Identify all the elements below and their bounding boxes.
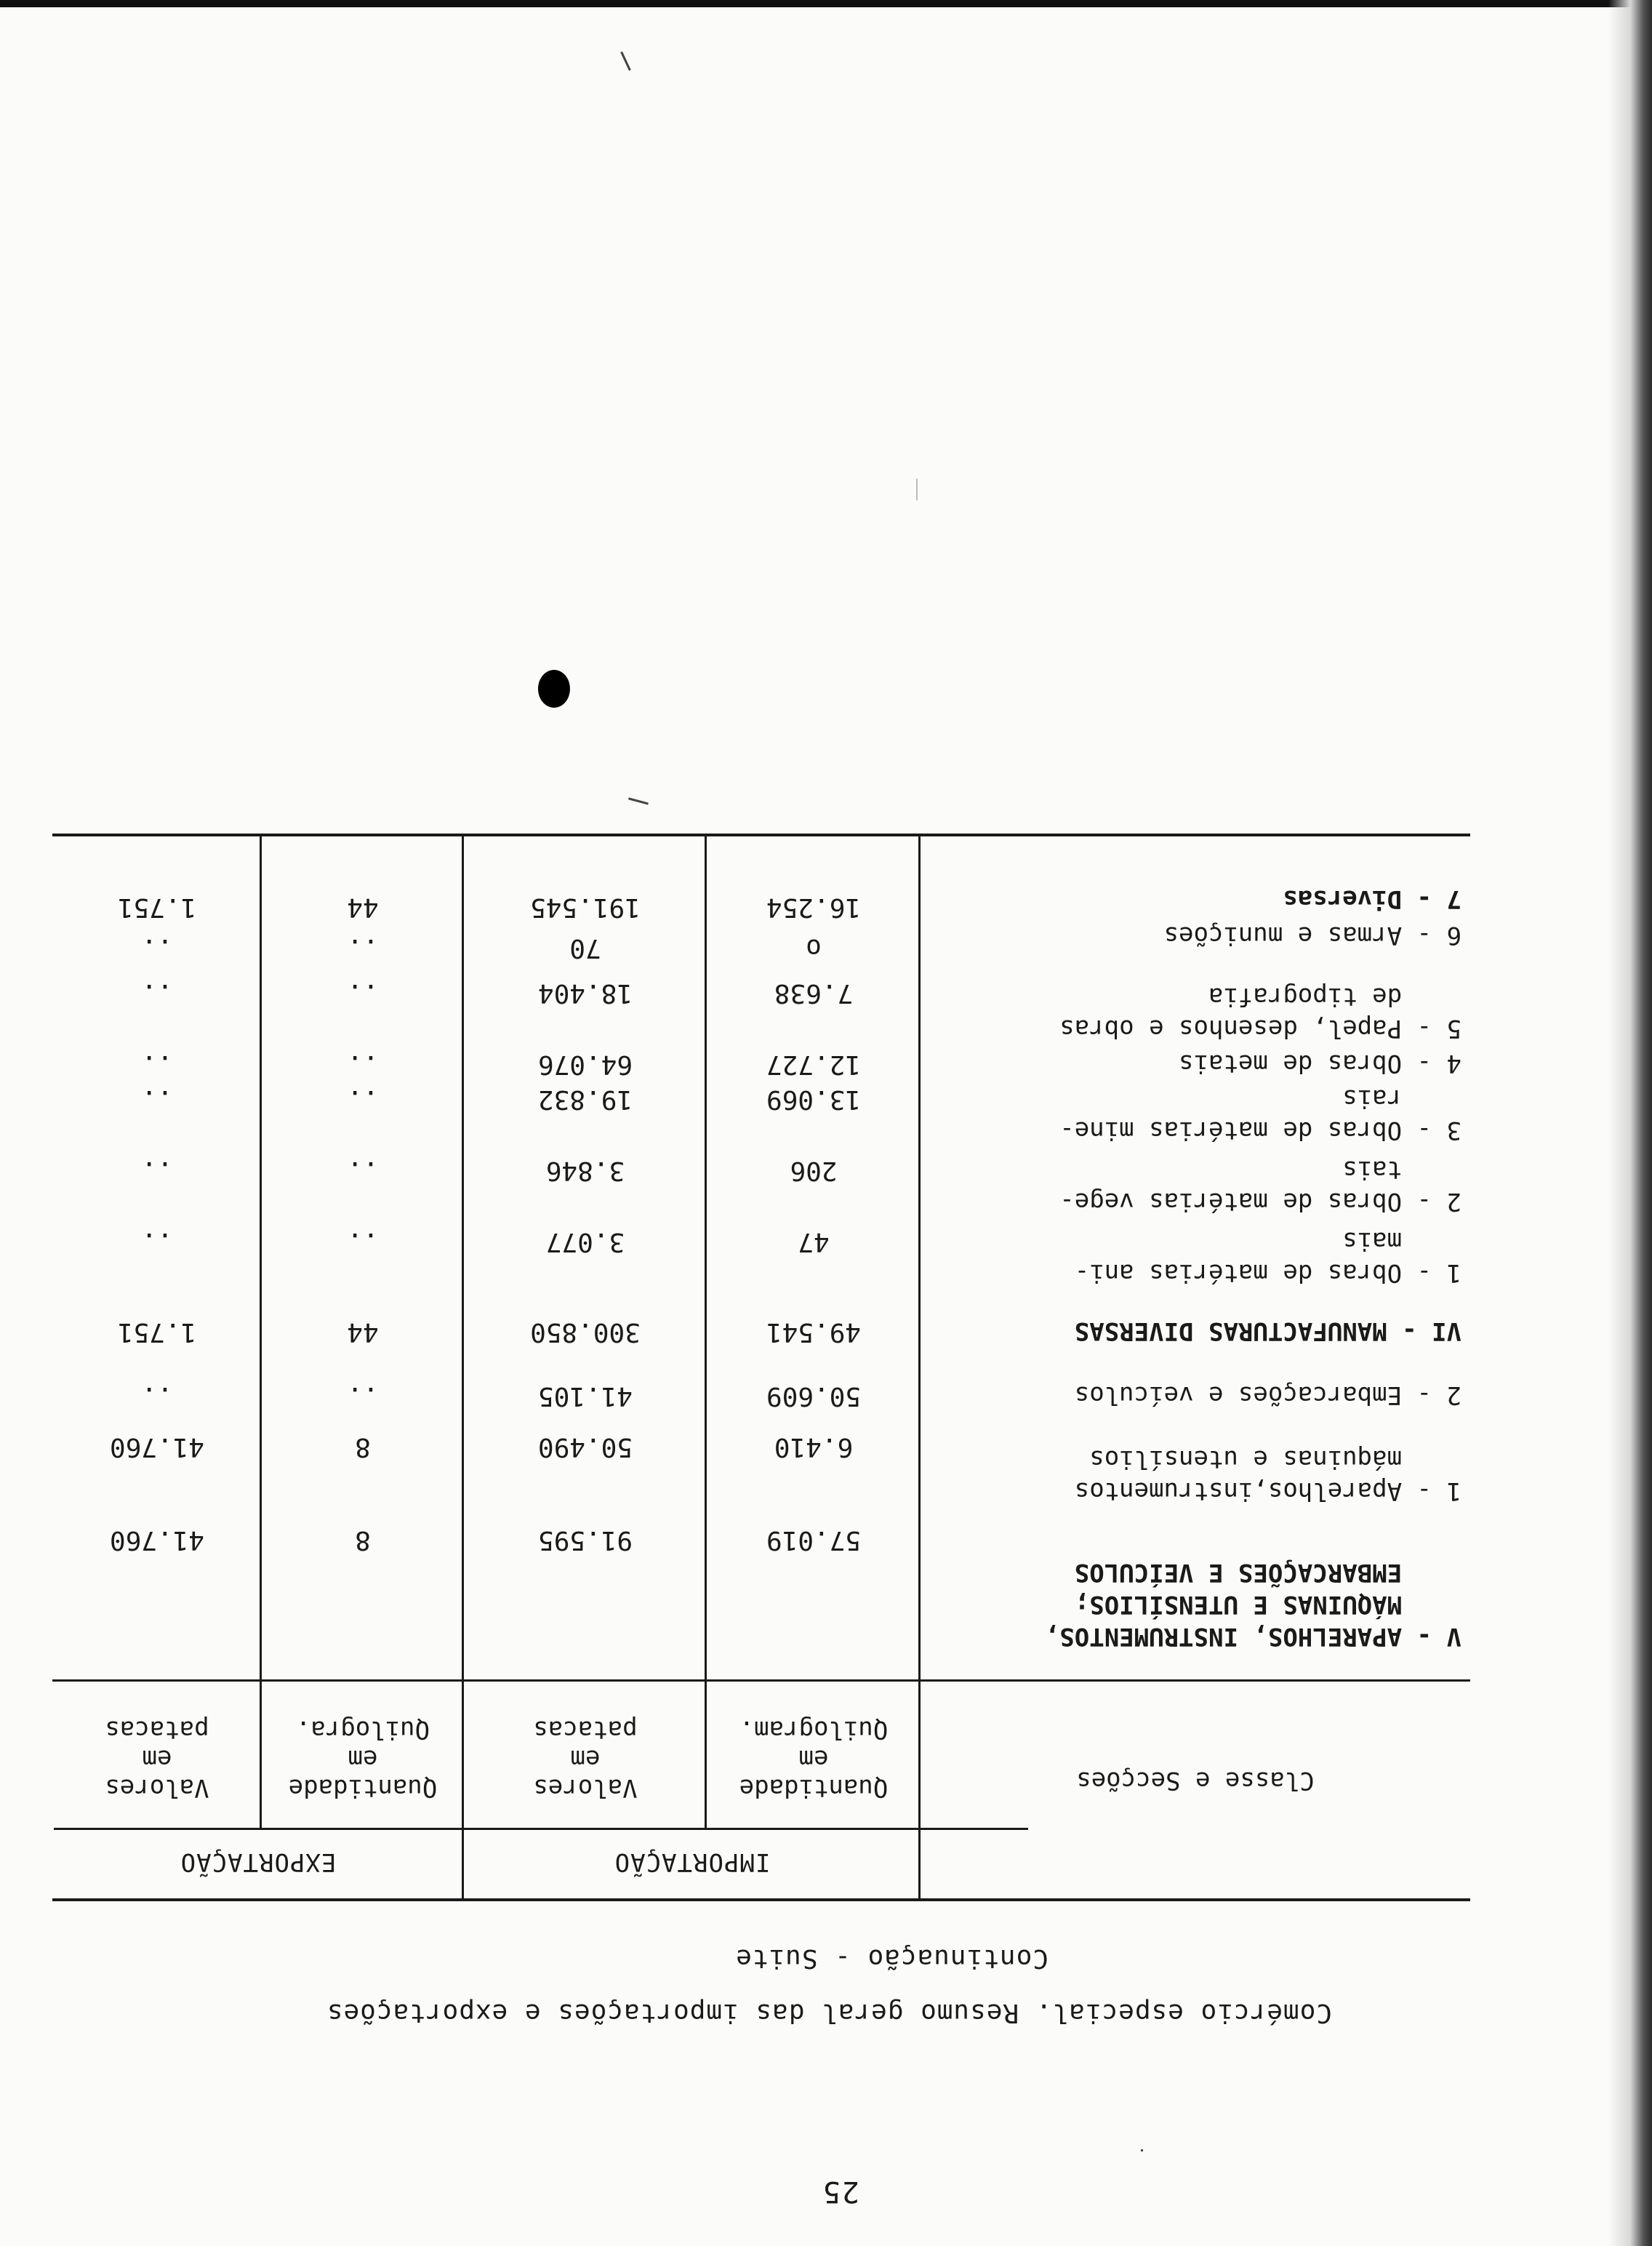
ink-blot xyxy=(538,670,570,708)
row-exp-val: .. xyxy=(141,1156,173,1186)
row-exp-qty: 8 xyxy=(355,1525,371,1555)
table-top-rule xyxy=(52,1898,1470,1901)
row-exp-qty: .. xyxy=(347,1156,379,1186)
row-exp-val: 41.760 xyxy=(109,1432,205,1462)
row-imp-val: 19.832 xyxy=(537,1084,633,1114)
row-imp-val: 191.545 xyxy=(530,892,641,922)
row-exp-qty: .. xyxy=(347,933,379,963)
scan-edge-shadow xyxy=(0,0,1652,7)
row-imp-qty: 47 xyxy=(798,1227,830,1257)
row-exp-qty: .. xyxy=(347,1381,379,1411)
row-label: 1 - Aparelhos,instrumentos máquinas e utensílios xyxy=(1074,1444,1461,1506)
row-imp-qty: 13.069 xyxy=(766,1084,862,1114)
table-bottom-rule xyxy=(52,834,1470,836)
row-imp-val: 18.404 xyxy=(537,978,633,1008)
row-imp-val: 50.490 xyxy=(537,1432,633,1462)
row-imp-qty: 49.541 xyxy=(766,1317,862,1347)
row-imp-val: 64.076 xyxy=(537,1050,633,1079)
row-imp-qty: 7.638 xyxy=(774,978,854,1008)
export-value-header: Valores em patacas xyxy=(105,1715,209,1802)
classes-header: Classe e Secções xyxy=(1076,1766,1315,1795)
import-group-header: IMPORTAÇÃO xyxy=(614,1847,771,1877)
row-imp-val: 300.850 xyxy=(530,1317,641,1347)
row-exp-val: .. xyxy=(141,1381,173,1411)
row-imp-val: 70 xyxy=(569,933,601,963)
row-exp-qty: .. xyxy=(347,1050,379,1079)
row-exp-val: .. xyxy=(141,1050,173,1079)
row-exp-val: .. xyxy=(141,1227,173,1257)
row-label: 6 - Armas e munições xyxy=(1163,921,1461,950)
scan-edge-shadow xyxy=(1608,0,1652,2246)
row-exp-val: 1.751 xyxy=(117,892,197,922)
row-imp-qty: 50.609 xyxy=(766,1381,862,1411)
row-exp-val: .. xyxy=(141,933,173,963)
row-imp-qty: 206 xyxy=(790,1156,838,1186)
row-imp-val: 3.846 xyxy=(545,1156,625,1186)
row-label: 5 - Papel, desenhos e obras de tipografia xyxy=(1059,982,1461,1043)
scan-speck xyxy=(1141,2149,1143,2151)
column-header-rule xyxy=(52,1679,1470,1682)
row-imp-qty: 57.019 xyxy=(766,1525,862,1555)
row-exp-val: .. xyxy=(141,978,173,1008)
row-label: 7 - Diversas xyxy=(1283,884,1461,914)
row-imp-qty: o xyxy=(806,933,822,963)
row-imp-qty: 12.727 xyxy=(766,1050,862,1079)
row-imp-val: 41.105 xyxy=(537,1381,633,1411)
row-exp-val: 1.751 xyxy=(117,1317,197,1347)
row-exp-qty: 44 xyxy=(347,892,379,922)
row-label: 2 - Embarcações e veículos xyxy=(1074,1380,1461,1410)
import-value-header: Valores em patacas xyxy=(533,1715,638,1802)
row-label-class-vi: VI - MANUFACTURAS DIVERSAS xyxy=(1074,1316,1461,1346)
group-header-rule xyxy=(54,1828,1028,1830)
row-imp-qty: 6.410 xyxy=(774,1432,854,1462)
export-qty-header: Quantidade em Quilogra. xyxy=(288,1715,438,1802)
row-exp-val: .. xyxy=(141,1084,173,1114)
export-group-header: EXPORTAÇÃO xyxy=(180,1847,337,1877)
scan-speck xyxy=(620,52,631,71)
row-label: 1 - Obras de matérias ani- mais xyxy=(1074,1226,1461,1287)
row-exp-qty: 44 xyxy=(347,1317,379,1347)
row-exp-qty: 8 xyxy=(355,1432,371,1462)
scan-speck xyxy=(916,479,918,500)
page-subtitle: Continuação - Suite xyxy=(735,1943,1048,1973)
row-exp-qty: .. xyxy=(347,1227,379,1257)
row-label: 3 - Obras de matérias mine- rais xyxy=(1059,1084,1461,1145)
row-label: 2 - Obras de matérias vege- tais xyxy=(1059,1155,1461,1216)
row-exp-qty: .. xyxy=(347,1084,379,1114)
row-label-class-v: V - APARELHOS, INSTRUMENTOS, MÁQUINAS E UTENSÍLIOS; EMBARCAÇÕES E VEÍCULOS xyxy=(1044,1558,1461,1651)
page-title: Comércio especial. Resumo geral das importações e exportações xyxy=(326,1998,1332,2028)
row-label: 4 - Obras de metais xyxy=(1179,1049,1461,1078)
row-exp-val: 41.760 xyxy=(109,1525,205,1555)
row-imp-val: 91.595 xyxy=(537,1525,633,1555)
row-exp-qty: .. xyxy=(347,978,379,1008)
page-number: 25 xyxy=(821,2175,859,2208)
scan-speck xyxy=(628,797,649,804)
row-imp-qty: 16.254 xyxy=(766,892,862,922)
import-qty-header: Quantidade em Quilogram. xyxy=(739,1715,889,1802)
row-imp-val: 3.077 xyxy=(545,1227,625,1257)
